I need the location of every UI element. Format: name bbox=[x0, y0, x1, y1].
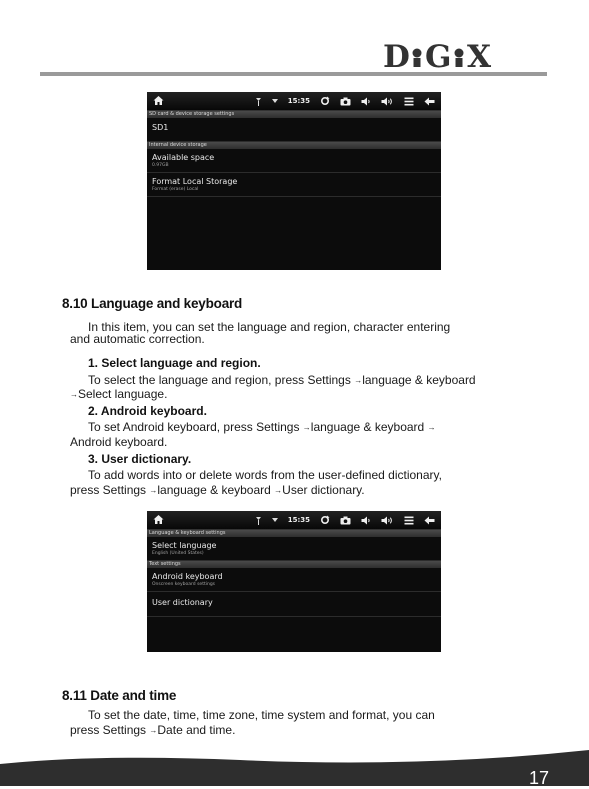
android-keyboard-line-2: Android keyboard. bbox=[70, 435, 168, 449]
date-time-line-2 bbox=[70, 723, 235, 738]
item-subtitle: Onscreen keyboard settings bbox=[152, 582, 216, 587]
back-icon[interactable] bbox=[424, 97, 435, 106]
subheading-android-keyboard: 2. Android keyboard. bbox=[88, 404, 207, 418]
text-part: User dictionary. bbox=[282, 483, 365, 497]
list-item-user-dictionary[interactable] bbox=[147, 592, 441, 617]
header-rule bbox=[40, 72, 547, 76]
signal-icon bbox=[255, 516, 262, 525]
text-part: Select language. bbox=[78, 387, 168, 401]
text-part: language & keyboard bbox=[157, 483, 271, 497]
item-title: User dictionary bbox=[152, 598, 213, 607]
svg-text:G: G bbox=[425, 40, 452, 70]
volume-up-icon[interactable] bbox=[381, 516, 394, 525]
subheading-user-dictionary: 3. User dictionary. bbox=[88, 452, 192, 466]
digix-logo-graphic bbox=[383, 40, 535, 70]
item-title: Available space bbox=[152, 153, 215, 162]
item-title: Format Local Storage bbox=[152, 177, 238, 186]
list-item-android-keyboard[interactable] bbox=[147, 568, 441, 592]
item-subtitle: English (United States) bbox=[152, 551, 204, 556]
svg-text:D: D bbox=[383, 40, 411, 70]
text-part: Date and time. bbox=[157, 723, 236, 737]
status-bar bbox=[147, 92, 441, 111]
user-dictionary-line-2 bbox=[70, 483, 365, 498]
camera-icon[interactable] bbox=[340, 516, 351, 525]
select-language-line-2 bbox=[70, 387, 167, 402]
list-item-select-language[interactable] bbox=[147, 537, 441, 561]
menu-icon[interactable] bbox=[404, 97, 414, 106]
digix-logo bbox=[383, 40, 535, 70]
volume-down-icon[interactable] bbox=[361, 516, 371, 525]
arrow-icon: → bbox=[302, 423, 311, 432]
intro-line-1: In this item, you can set the language and region, character entering bbox=[88, 320, 451, 334]
text-part: To select the language and region, press Settings bbox=[88, 373, 351, 387]
item-title: Select language bbox=[152, 541, 217, 550]
clock-text: 15:35 bbox=[287, 97, 310, 105]
screen-header: Language & keyboard settings bbox=[147, 530, 441, 537]
refresh-icon[interactable] bbox=[320, 515, 330, 525]
refresh-icon[interactable] bbox=[320, 96, 330, 106]
list-item-format-storage[interactable] bbox=[147, 173, 441, 197]
arrow-icon: → bbox=[149, 486, 158, 495]
arrow-icon: → bbox=[70, 390, 78, 399]
date-time-line-1: To set the date, time, time zone, time system and format, you can bbox=[88, 708, 435, 722]
text-part: press Settings bbox=[70, 723, 147, 737]
signal-icon bbox=[255, 97, 262, 106]
subheading-select-language: 1. Select language and region. bbox=[88, 356, 261, 370]
home-icon bbox=[153, 95, 164, 106]
text-part: language & keyboard bbox=[362, 373, 476, 387]
wifi-icon bbox=[272, 98, 278, 104]
item-title: Android keyboard bbox=[152, 572, 223, 581]
clock-text: 15:35 bbox=[287, 516, 310, 524]
text-part: press Settings bbox=[70, 483, 147, 497]
intro-line-2: and automatic correction. bbox=[70, 332, 205, 346]
page-number: 17 bbox=[529, 768, 550, 788]
arrow-icon: → bbox=[354, 376, 363, 385]
section-header: Text settings bbox=[147, 561, 441, 568]
footer-band bbox=[0, 740, 589, 786]
select-language-line-1 bbox=[88, 373, 476, 388]
user-dictionary-line-1: To add words into or delete words from the user-defined dictionary, bbox=[88, 468, 442, 482]
menu-icon[interactable] bbox=[404, 516, 414, 525]
volume-up-icon[interactable] bbox=[381, 97, 394, 106]
section-heading-8-10: 8.10 Language and keyboard bbox=[62, 296, 243, 311]
item-subtitle: 0.97GB bbox=[152, 163, 169, 168]
item-subtitle: Format (erase) Local bbox=[152, 187, 199, 192]
item-title: SD1 bbox=[152, 123, 169, 132]
svg-text:X: X bbox=[467, 40, 492, 70]
android-keyboard-line-1 bbox=[88, 420, 436, 435]
language-keyboard-screenshot bbox=[147, 511, 441, 652]
status-bar bbox=[147, 511, 441, 530]
storage-settings-screenshot bbox=[147, 92, 441, 270]
arrow-icon: → bbox=[427, 423, 436, 432]
arrow-icon: → bbox=[149, 726, 158, 735]
home-icon bbox=[153, 514, 164, 525]
screen-header: SD card & device storage settings bbox=[147, 111, 441, 118]
camera-icon[interactable] bbox=[340, 97, 351, 106]
text-part: To set Android keyboard, press Settings bbox=[88, 420, 300, 434]
list-item-sd1[interactable] bbox=[147, 118, 441, 142]
list-item-available-space[interactable] bbox=[147, 149, 441, 173]
text-part: language & keyboard bbox=[310, 420, 425, 434]
volume-down-icon[interactable] bbox=[361, 97, 371, 106]
back-icon[interactable] bbox=[424, 516, 435, 525]
section-heading-8-11: 8.11 Date and time bbox=[62, 688, 177, 703]
section-header: Internal device storage bbox=[147, 142, 441, 149]
wifi-icon bbox=[272, 517, 278, 523]
arrow-icon: → bbox=[274, 486, 283, 495]
